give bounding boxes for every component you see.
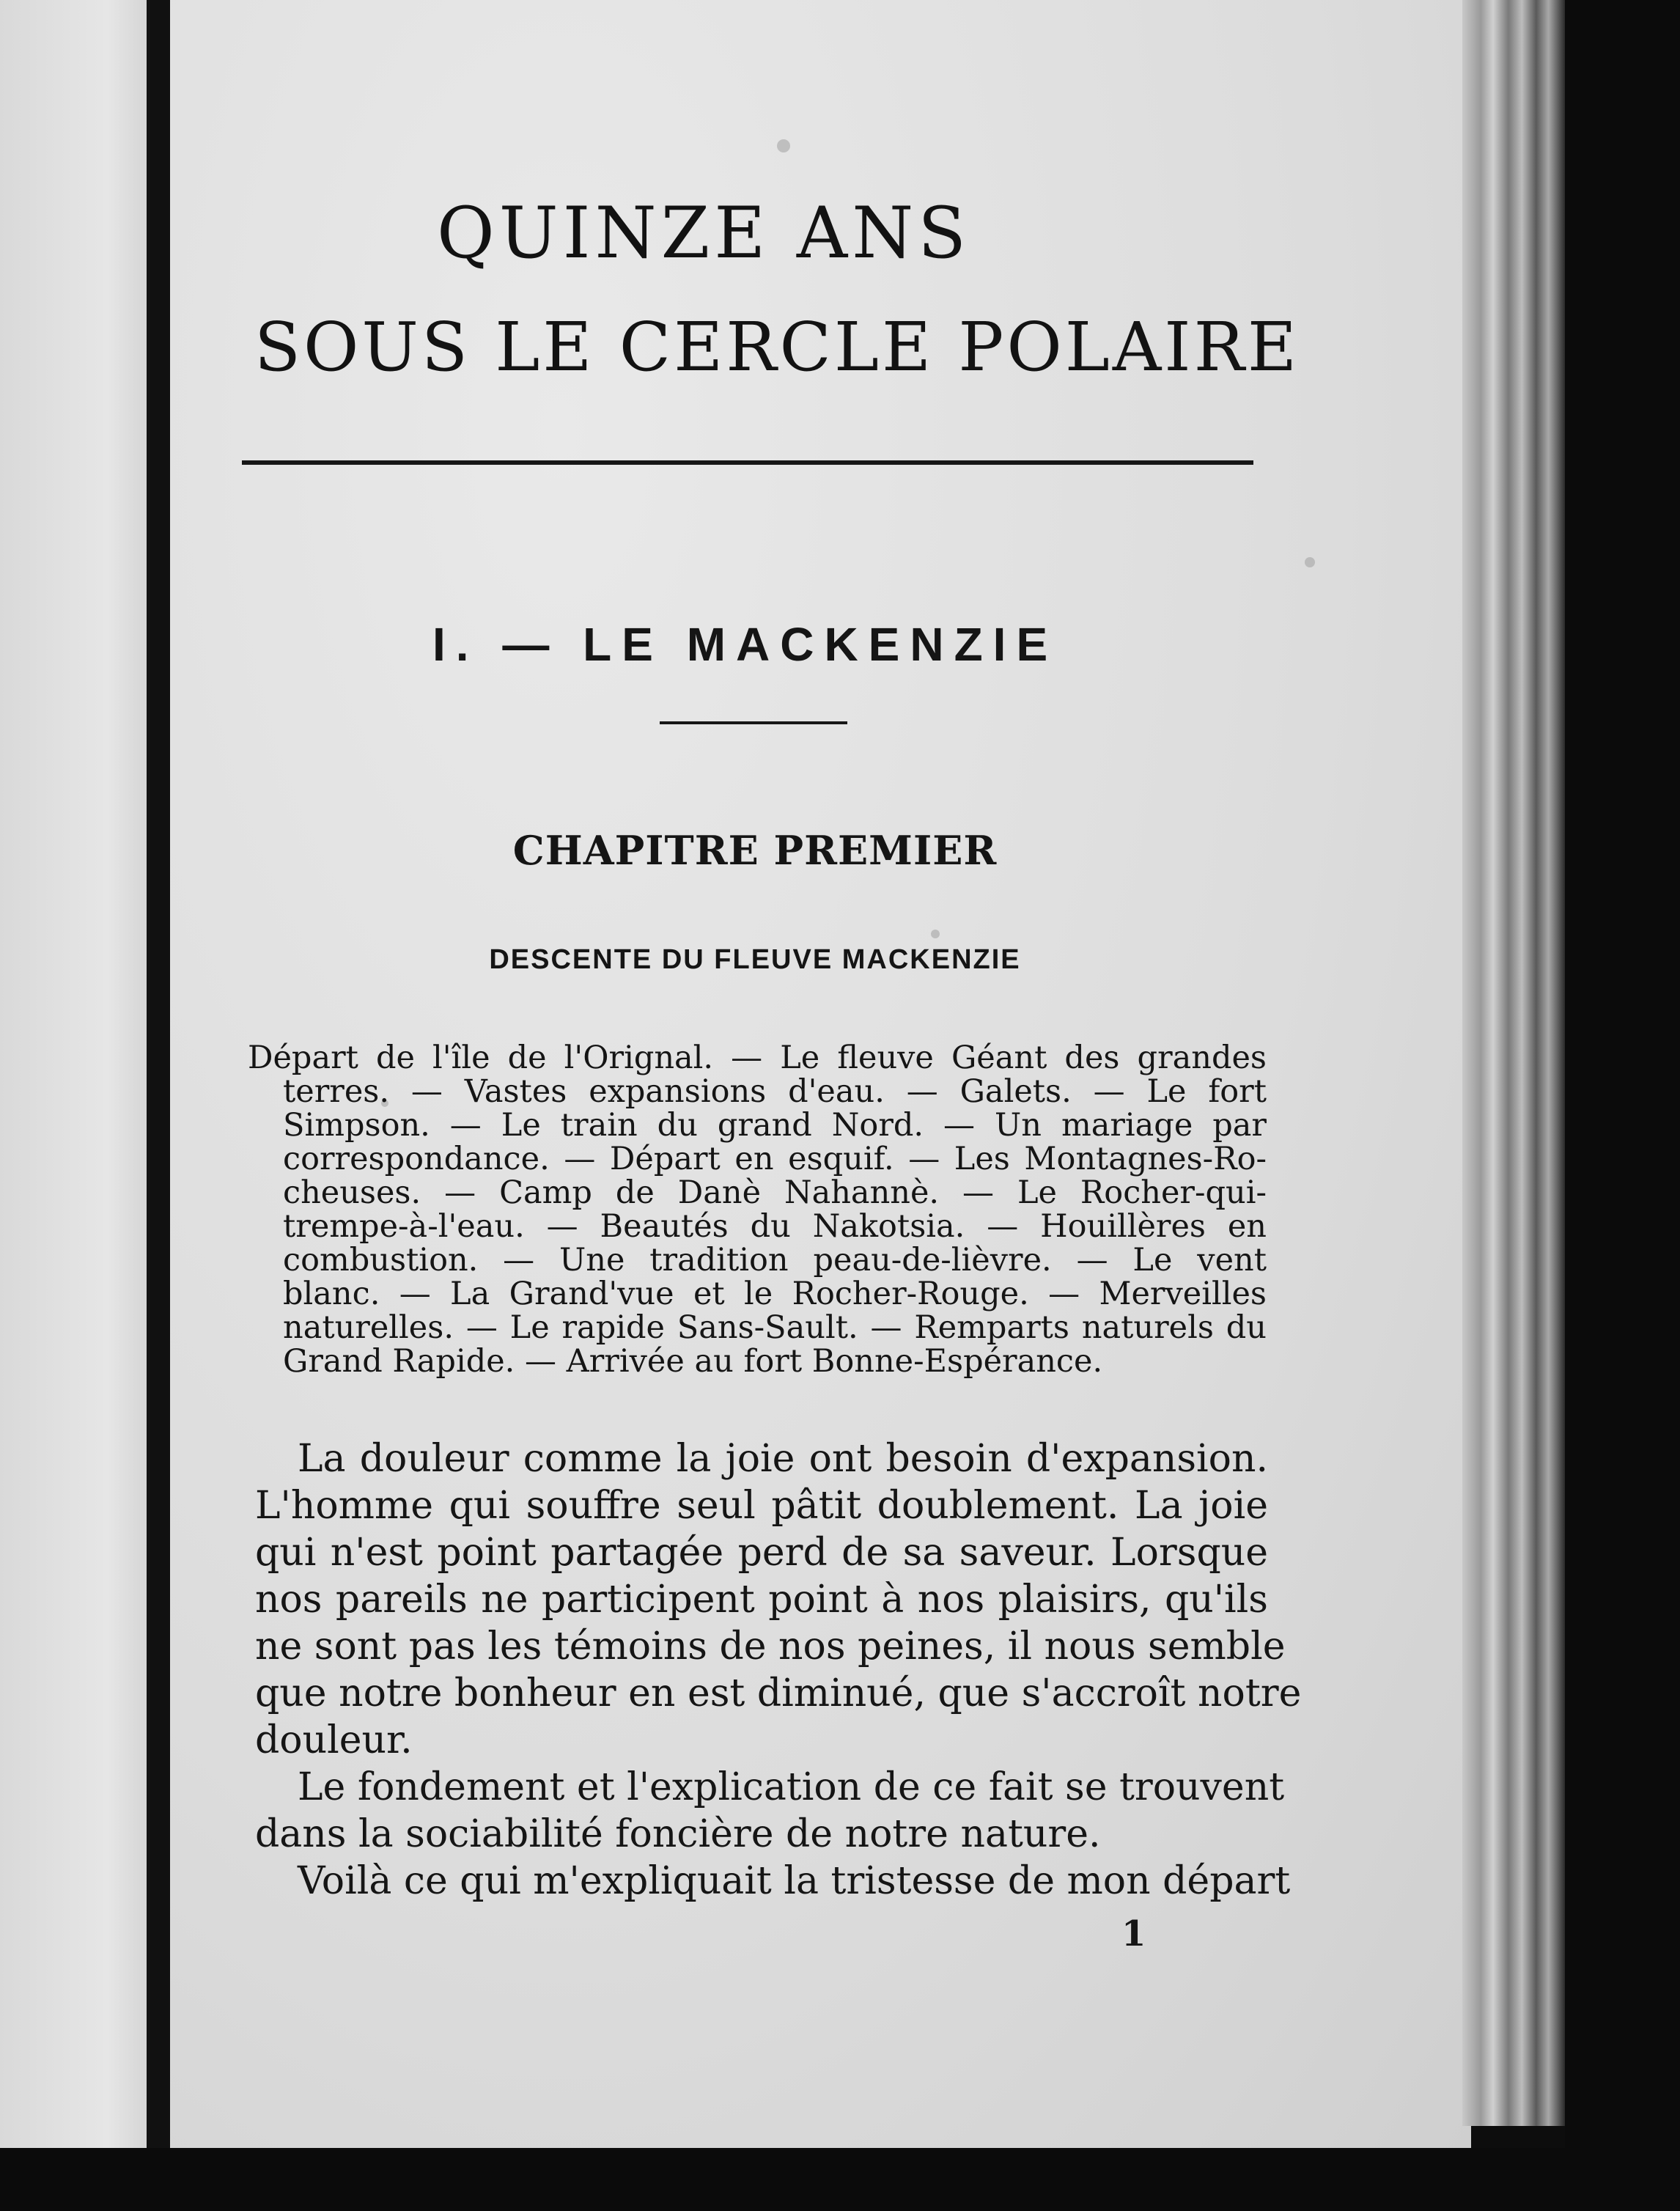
title-divider [242, 460, 1253, 465]
summary-line: blanc. — La Grand'vue et le Rocher-Rouge. — Merveilles [283, 1276, 1267, 1312]
part-title: I. — LE MACKENZIE [432, 618, 1058, 671]
body-line: qui n'est point partagée perd de sa saveur. Lorsque [255, 1531, 1268, 1575]
body-line: dans la sociabilité foncière de notre nature. [255, 1812, 1101, 1856]
part-divider [660, 721, 847, 724]
body-line: nos pareils ne participent point à nos plaisirs, qu'ils [255, 1578, 1268, 1622]
summary-line: combustion. — Une tradition peau-de-lièvre. — Le vent [283, 1242, 1267, 1279]
scan-background-right [1565, 0, 1680, 2211]
summary-line: Simpson. — Le train du grand Nord. — Un mariage par [283, 1107, 1267, 1144]
body-line: que notre bonheur en est diminué, que s'accroît notre [255, 1671, 1302, 1715]
body-text [255, 1435, 1302, 1905]
book-title-line-2: SOUS LE CERCLE POLAIRE [254, 308, 1300, 386]
summary-line: Grand Rapide. — Arrivée au fort Bonne-Espérance. [283, 1343, 1103, 1380]
summary-line: correspondance. — Départ en esquif. — Les Montagnes-Ro- [283, 1141, 1267, 1177]
summary-line: naturelles. — Le rapide Sans-Sault. — Remparts naturels du [283, 1309, 1267, 1346]
chapter-subtitle: DESCENTE DU FLEUVE MACKENZIE [489, 944, 1021, 975]
scan-background-bottom [0, 2148, 1680, 2211]
summary-line: cheuses. — Camp de Danè Nahannè. — Le Rocher-qui- [283, 1174, 1267, 1211]
body-line: Le fondement et l'explication de ce fait se trouvent [298, 1765, 1285, 1809]
body-line: ne sont pas les témoins de nos peines, il nous semble [255, 1625, 1286, 1669]
chapter-summary [248, 1041, 1267, 1378]
book-title-line-1: QUINZE ANS [437, 192, 970, 274]
page-number: 1 [1121, 1913, 1146, 1954]
body-line: La douleur comme la joie ont besoin d'expansion. [298, 1437, 1268, 1481]
summary-line: terres. — Vastes expansions d'eau. — Galets. — Le fort [283, 1073, 1267, 1110]
body-line: douleur. [255, 1718, 413, 1762]
summary-line: trempe-à-l'eau. — Beautés du Nakotsia. — Houillères en [283, 1208, 1267, 1245]
scan-speck [777, 139, 790, 152]
chapter-title: CHAPITRE PREMIER [512, 827, 998, 874]
body-line: L'homme qui souffre seul pâtit doublement. La joie [255, 1484, 1268, 1528]
scan-speck [931, 930, 940, 938]
scan-speck [1305, 557, 1315, 567]
body-line: Voilà ce qui m'expliquait la tristesse de mon départ [298, 1859, 1291, 1903]
summary-line: Départ de l'île de l'Orignal. — Le fleuve Géant des grandes [248, 1040, 1267, 1076]
